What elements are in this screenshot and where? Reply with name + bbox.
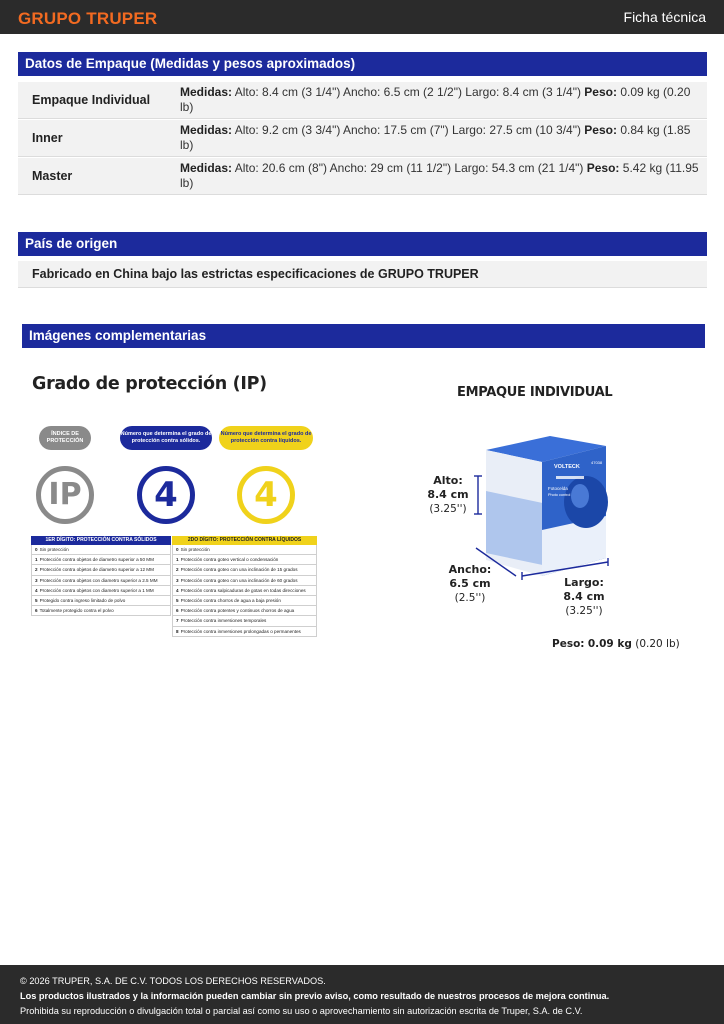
dimension-largo: Largo: 8.4 cm (3.25'')	[563, 576, 605, 617]
document-type: Ficha técnica	[623, 9, 706, 25]
table-row: 0 Sin protección	[31, 545, 171, 555]
table-row: 5 Protegido contra ingreso limitado de polvo	[31, 596, 171, 606]
table-row: 2 Protección contra goteo con una inclinación de 15 grados	[172, 565, 317, 575]
ip-circle-solids-digit: 4	[137, 466, 195, 524]
box-product-text: Fotocelda	[548, 486, 568, 491]
ip-badge-solids: Número que determina el grado de protección contra sólidos.	[120, 426, 212, 450]
brand-logo: GRUPO TRUPER	[18, 9, 158, 28]
ip-liquids-table-head: 2DO DÍGITO: PROTECCIÓN CONTRA LÍQUIDOS	[172, 536, 317, 545]
section-header-empaque: Datos de Empaque (Medidas y pesos aproximados)	[18, 52, 707, 76]
section-header-imagenes: Imágenes complementarias	[20, 324, 705, 348]
table-row	[18, 82, 707, 119]
ip-rating-image	[30, 370, 330, 650]
package-image-title: EMPAQUE INDIVIDUAL	[457, 385, 613, 400]
footer-copyright: © 2026 TRUPER, S.A. DE C.V. TODOS LOS DERECHOS RESERVADOS.	[20, 976, 326, 986]
table-row: 4 Protección contra salpicaduras de gotas en todas direcciones	[172, 586, 317, 596]
ip-badge-index: ÍNDICE DE PROTECCIÓN	[39, 426, 91, 450]
product-box-illustration	[420, 380, 680, 660]
package-weight: Peso: 0.09 kg (0.20 lb)	[552, 638, 680, 650]
table-row: 3 Protección contra objetos con diametro superior a 2.5 MM	[31, 576, 171, 586]
footer	[0, 965, 724, 1024]
ip-badge-liquids: Número que determina el grado de protección contra líquidos.	[219, 426, 313, 450]
table-row	[18, 120, 707, 157]
packaging-table	[18, 82, 707, 196]
table-row: 7 Protección contra inmersiones temporales	[172, 616, 317, 626]
top-bar	[0, 0, 724, 34]
table-row: 3 Protección contra goteo con una inclinación de 60 grados	[172, 576, 317, 586]
table-row: 0 Sin protección	[172, 545, 317, 555]
ip-title: Grado de protección (IP)	[32, 374, 267, 394]
box-code-text: 47038	[591, 460, 603, 465]
row-label: Empaque Individual	[32, 93, 151, 107]
dimension-ancho: Ancho: 6.5 cm (2.5'')	[448, 563, 492, 604]
section-header-pais: País de origen	[18, 232, 707, 256]
ip-circle-label: IP	[36, 466, 94, 524]
table-row: 5 Protección contra chorros de agua a baja presión	[172, 596, 317, 606]
table-row: 8 Protección contra inmersiones prolongadas o permanentes	[172, 627, 317, 637]
row-value: Medidas: Alto: 20.6 cm (8") Ancho: 29 cm (11 1/2") Largo: 54.3 cm (21 1/4") Peso: 5.42 kg (11.95 lb)	[180, 161, 699, 190]
ip-circle-liquids-digit: 4	[237, 466, 295, 524]
row-value: Medidas: Alto: 9.2 cm (3 3/4") Ancho: 17.5 cm (7") Largo: 27.5 cm (10 3/4") Peso: 0.84 kg (1.85 lb)	[180, 123, 691, 152]
table-row	[18, 158, 707, 195]
package-dimensions-image	[420, 380, 680, 660]
ip-solids-table	[31, 536, 171, 616]
table-row: 4 Protección contra objetos con diametro superior a 1 MM	[31, 586, 171, 596]
ip-solids-table-head: 1ER DÍGITO: PROTECCIÓN CONTRA SÓLIDOS	[31, 536, 171, 545]
box-brand-text: VOLTECK	[554, 464, 580, 470]
origin-text: Fabricado en China bajo las estrictas especificaciones de GRUPO TRUPER	[18, 261, 707, 288]
row-label: Inner	[32, 131, 63, 145]
table-row: 6 Totalmente protegido contra el polvo	[31, 606, 171, 616]
footer-legal: Prohibida su reproducción o divulgación total o parcial así como su uso o aprovechamiento sin autorización escrita de Truper, S.A. de C.V.	[20, 1006, 583, 1016]
row-value: Medidas: Alto: 8.4 cm (3 1/4") Ancho: 6.5 cm (2 1/2") Largo: 8.4 cm (3 1/4") Peso: 0.09 kg (0.20 lb)	[180, 85, 691, 114]
table-row: 2 Protección contra objetos de diametro superior a 12 MM	[31, 565, 171, 575]
box-sub-text: Photo control	[548, 493, 571, 497]
ip-liquids-table	[172, 536, 317, 637]
footer-notice: Los productos ilustrados y la información pueden cambiar sin previo aviso, como resultado de nuestros procesos de mejora continua.	[20, 991, 610, 1001]
table-row: 1 Protección contra objetos de diametro superior a 50 MM	[31, 555, 171, 565]
row-label: Master	[32, 169, 73, 183]
dimension-alto: Alto: 8.4 cm (3.25'')	[427, 474, 469, 515]
table-row: 1 Protección contra goteo vertical o condensación	[172, 555, 317, 565]
table-row: 6 Protección contra potentes y continuos chorros de agua	[172, 606, 317, 616]
